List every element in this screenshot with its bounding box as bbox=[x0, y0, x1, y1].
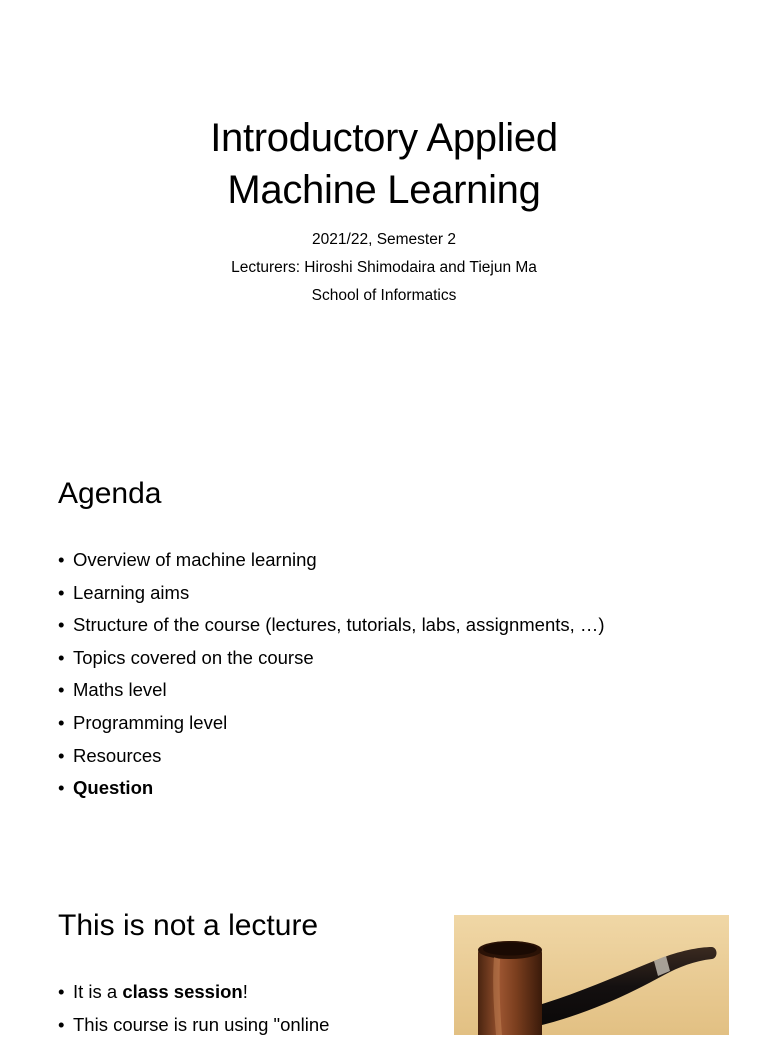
online-course-text: This course is run using "online bbox=[73, 1013, 330, 1035]
agenda-item-text: Question bbox=[73, 777, 154, 799]
pipe-bowl-opening bbox=[483, 943, 537, 956]
list-item bbox=[58, 644, 605, 677]
list-item bbox=[58, 709, 605, 742]
list-item bbox=[58, 546, 605, 579]
school-text: School of Informatics bbox=[311, 287, 457, 304]
bullet-icon: • bbox=[58, 981, 65, 1002]
list-item bbox=[58, 774, 605, 807]
slide-title bbox=[0, 112, 768, 216]
agenda-heading: Agenda bbox=[58, 477, 162, 510]
list-item bbox=[58, 1011, 329, 1043]
agenda-item-text: Structure of the course (lectures, tutorials, labs, assignments, …) bbox=[73, 614, 605, 636]
title-slide bbox=[0, 0, 768, 430]
bullet-icon: • bbox=[58, 614, 65, 636]
not-a-lecture-slide bbox=[0, 860, 768, 1035]
bullet-icon: • bbox=[58, 549, 65, 570]
agenda-slide bbox=[0, 430, 768, 860]
bullet-icon: • bbox=[58, 777, 65, 799]
class-session-suffix: ! bbox=[242, 981, 248, 1002]
agenda-item-text: Resources bbox=[73, 744, 162, 766]
bullet-icon: • bbox=[58, 679, 65, 701]
class-session-prefix: It is a bbox=[73, 981, 123, 1002]
list-item bbox=[58, 742, 605, 775]
list-item bbox=[58, 978, 329, 1011]
bullet-icon: • bbox=[58, 581, 65, 603]
term-text: 2021/22, Semester 2 bbox=[312, 231, 456, 248]
agenda-item-text: Maths level bbox=[73, 679, 167, 701]
not-a-lecture-heading: This is not a lecture bbox=[58, 909, 319, 942]
subtitle-block bbox=[0, 226, 768, 310]
agenda-item-text: Topics covered on the course bbox=[73, 646, 314, 668]
bullet-icon: • bbox=[58, 711, 65, 733]
list-item bbox=[58, 676, 605, 709]
title-line-1: Introductory Applied bbox=[210, 116, 558, 160]
bullet-icon: • bbox=[58, 646, 65, 668]
class-session-bold: class session bbox=[122, 981, 243, 1002]
list-item bbox=[58, 611, 605, 644]
agenda-list bbox=[58, 546, 605, 807]
title-line-2: Machine Learning bbox=[227, 168, 541, 212]
bullet-icon: • bbox=[58, 1013, 65, 1035]
bullet-icon: • bbox=[58, 744, 65, 766]
agenda-item-text: Overview of machine learning bbox=[73, 549, 317, 570]
pipe-painting-icon bbox=[454, 915, 729, 1035]
lecture-list bbox=[58, 978, 329, 1043]
agenda-item-text: Learning aims bbox=[73, 581, 190, 603]
lecturers-text: Lecturers: Hiroshi Shimodaira and Tiejun Ma bbox=[231, 259, 537, 276]
pipe-painting-svg bbox=[454, 915, 729, 1035]
list-item bbox=[58, 579, 605, 612]
agenda-item-text: Programming level bbox=[73, 711, 228, 733]
